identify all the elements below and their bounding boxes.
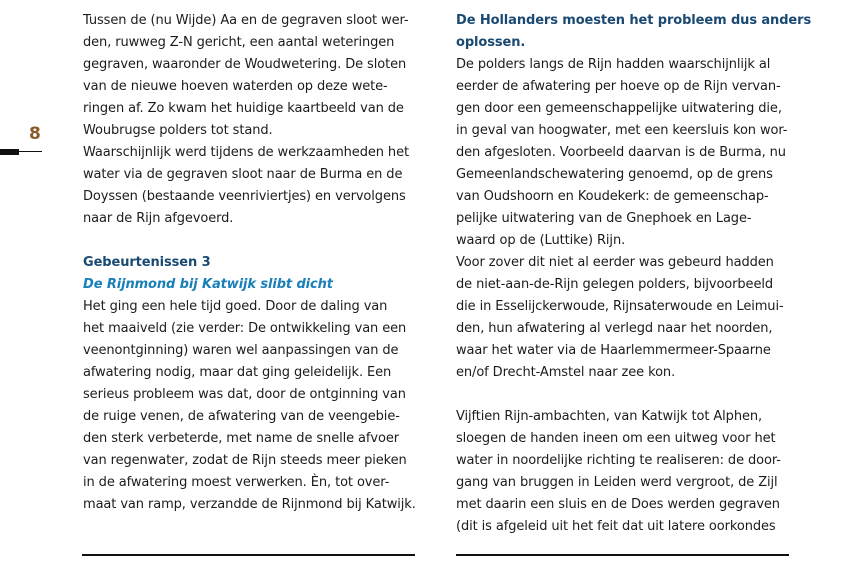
text-line: serieus probleem was dat, door de ontginning van bbox=[83, 387, 406, 402]
text-line: gen door een gemeenschappelijke uitwatering die, bbox=[456, 101, 782, 116]
right-text-column bbox=[456, 10, 812, 538]
text-line: naar de Rijn afgevoerd. bbox=[83, 211, 234, 226]
text-line: en/of Drecht-Amstel naar zee kon. bbox=[456, 365, 676, 380]
paragraph-spacer bbox=[83, 230, 423, 252]
text-line: Het ging een hele tijd goed. Door de daling van bbox=[83, 299, 388, 314]
text-line: den, hun afwatering al verlegd naar het noorden, bbox=[456, 321, 773, 336]
text-line: de ruige venen, de afwatering van de veengebie- bbox=[83, 409, 400, 424]
text-line: van regenwater, zodat de Rijn steeds meer pieken bbox=[83, 453, 407, 468]
section-heading: De Rijnmond bij Katwijk slibt dicht bbox=[83, 277, 333, 292]
left-text-column bbox=[83, 10, 423, 516]
section-heading: Gebeurtenissen 3 bbox=[83, 255, 211, 270]
text-line: de niet-aan-de-Rijn gelegen polders, bijvoorbeeld bbox=[456, 277, 774, 292]
page-marker-thin bbox=[19, 151, 42, 152]
text-line: Tussen de (nu Wijde) Aa en de gegraven sloot wer- bbox=[83, 13, 409, 28]
text-line: Vijftien Rijn-ambachten, van Katwijk tot Alphen, bbox=[456, 409, 763, 424]
left-footer-rule bbox=[82, 554, 415, 556]
text-line: Woubrugse polders tot stand. bbox=[83, 123, 273, 138]
text-line: van de nieuwe hoeven waterden op deze wete- bbox=[83, 79, 388, 94]
text-line: (dit is afgeleid uit het feit dat uit latere oorkondes bbox=[456, 519, 776, 534]
paragraph-spacer bbox=[456, 384, 796, 406]
text-line: veenontginning) waren wel aanpassingen van de bbox=[83, 343, 399, 358]
text-line: met daarin een sluis en de Does werden gegraven bbox=[456, 497, 780, 512]
page-marker-rule bbox=[0, 149, 42, 155]
section-heading: De Hollanders moesten het probleem dus anders bbox=[456, 13, 812, 28]
page-number: 8 bbox=[29, 124, 41, 144]
text-line: in geval van hoogwater, met een keersluis kon wor- bbox=[456, 123, 788, 138]
text-line: in de afwatering moest verwerken. Èn, tot over- bbox=[83, 475, 390, 490]
text-line: van Oudshoorn en Koudekerk: de gemeenschap- bbox=[456, 189, 769, 204]
text-line: afwatering nodig, maar dat ging geleidelijk. Een bbox=[83, 365, 392, 380]
text-line: eerder de afwatering per hoeve op de Rijn vervan- bbox=[456, 79, 781, 94]
text-line: ringen af. Zo kwam het huidige kaartbeeld van de bbox=[83, 101, 404, 116]
page-marker-thick bbox=[0, 149, 19, 155]
right-footer-rule bbox=[456, 554, 789, 556]
text-line: den, ruwweg Z-N gericht, een aantal weteringen bbox=[83, 35, 395, 50]
text-line: water in noordelijke richting te realiseren: de door- bbox=[456, 453, 781, 468]
text-line: Gemeenlandschewatering genoemd, op de grens bbox=[456, 167, 773, 182]
section-heading: oplossen. bbox=[456, 35, 526, 50]
text-line: den afgesloten. Voorbeeld daarvan is de Burma, nu bbox=[456, 145, 786, 160]
text-line: die in Esselijckerwoude, Rijnsaterwoude en Leimui- bbox=[456, 299, 784, 314]
text-line: waar het water via de Haarlemmermeer-Spaarne bbox=[456, 343, 771, 358]
text-line: Voor zover dit niet al eerder was gebeurd hadden bbox=[456, 255, 774, 270]
text-line: Doyssen (bestaande veenriviertjes) en vervolgens bbox=[83, 189, 406, 204]
text-line: den sterk verbeterde, met name de snelle afvoer bbox=[83, 431, 399, 446]
text-line: gegraven, waaronder de Woudwetering. De sloten bbox=[83, 57, 407, 72]
text-line: pelijke uitwatering van de Gnephoek en Lage- bbox=[456, 211, 752, 226]
text-line: De polders langs de Rijn hadden waarschijnlijk al bbox=[456, 57, 771, 72]
text-line: het maaiveld (zie verder: De ontwikkeling van een bbox=[83, 321, 407, 336]
text-line: gang van bruggen in Leiden werd vergroot, de Zijl bbox=[456, 475, 778, 490]
text-line: sloegen de handen ineen om een uitweg voor het bbox=[456, 431, 776, 446]
text-line: maat van ramp, verzandde de Rijnmond bij Katwijk. bbox=[83, 497, 416, 512]
text-line: water via de gegraven sloot naar de Burma en de bbox=[83, 167, 403, 182]
text-line: Waarschijnlijk werd tijdens de werkzaamheden het bbox=[83, 145, 409, 160]
text-line: waard op de (Luttike) Rijn. bbox=[456, 233, 626, 248]
